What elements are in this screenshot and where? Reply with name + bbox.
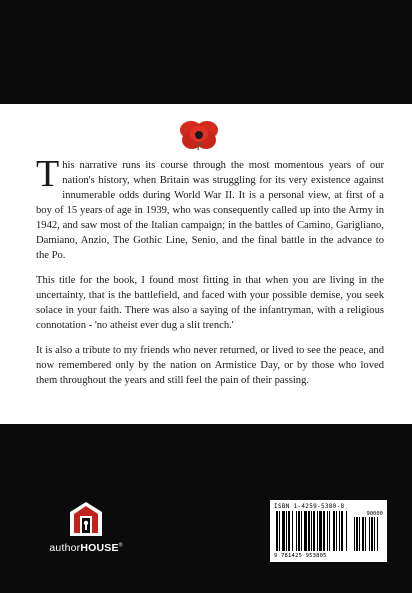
isbn-label: ISBN 1-4259-5380-8 <box>274 503 345 510</box>
publisher-name-part2: HOUSE <box>80 542 119 554</box>
barcode-digits: 9 781425 953805 <box>274 553 327 559</box>
back-cover-text-panel <box>0 104 412 424</box>
drop-cap-letter: T <box>36 153 60 195</box>
publisher-logo <box>46 500 126 566</box>
blurb-text <box>36 153 384 398</box>
publisher-name <box>46 542 126 554</box>
barcode-bars <box>274 511 383 553</box>
top-black-band <box>0 0 412 104</box>
bottom-black-band <box>0 424 412 593</box>
isbn-barcode <box>270 500 387 562</box>
poppy-flower-icon <box>177 116 221 152</box>
price-code: 90000 <box>366 511 383 517</box>
blurb-paragraph-3: It is also a tribute to my friends who never returned, or lived to see the peace, and now remembered only by the nation on Armistice Day, or by those who loved them throughout the years and still feel the pain of their passing. <box>36 345 384 386</box>
registered-mark: ® <box>118 542 123 549</box>
publisher-name-part1: author <box>49 542 81 554</box>
blurb-paragraph-1-text: his narrative runs its course through the most momentous years of our nation's history, when Britain was struggling for its very existence against innumerable odds during World War II. It is a personal view, at first of a boy of 15 years of age in 1939, who was consequently called up into the Army in 1942, and saw most of the Italian campaign; in the battles of Camino, Garigliano, Damiano, Anzio, The Gothic Line, Senio, and the final battle in the advance to the Po. <box>36 160 384 261</box>
blurb-paragraph-1 <box>36 153 384 263</box>
authorhouse-logo-icon <box>68 500 104 538</box>
blurb-paragraph-2: This title for the book, I found most fitting in that when you are living in the uncertainty, that is the battlefield, and faced with your possible demise, you seek solace in your faith. There was also a saying of the infantryman, with a religious connotation - 'no atheist ever dug a slit trench.' <box>36 275 384 331</box>
